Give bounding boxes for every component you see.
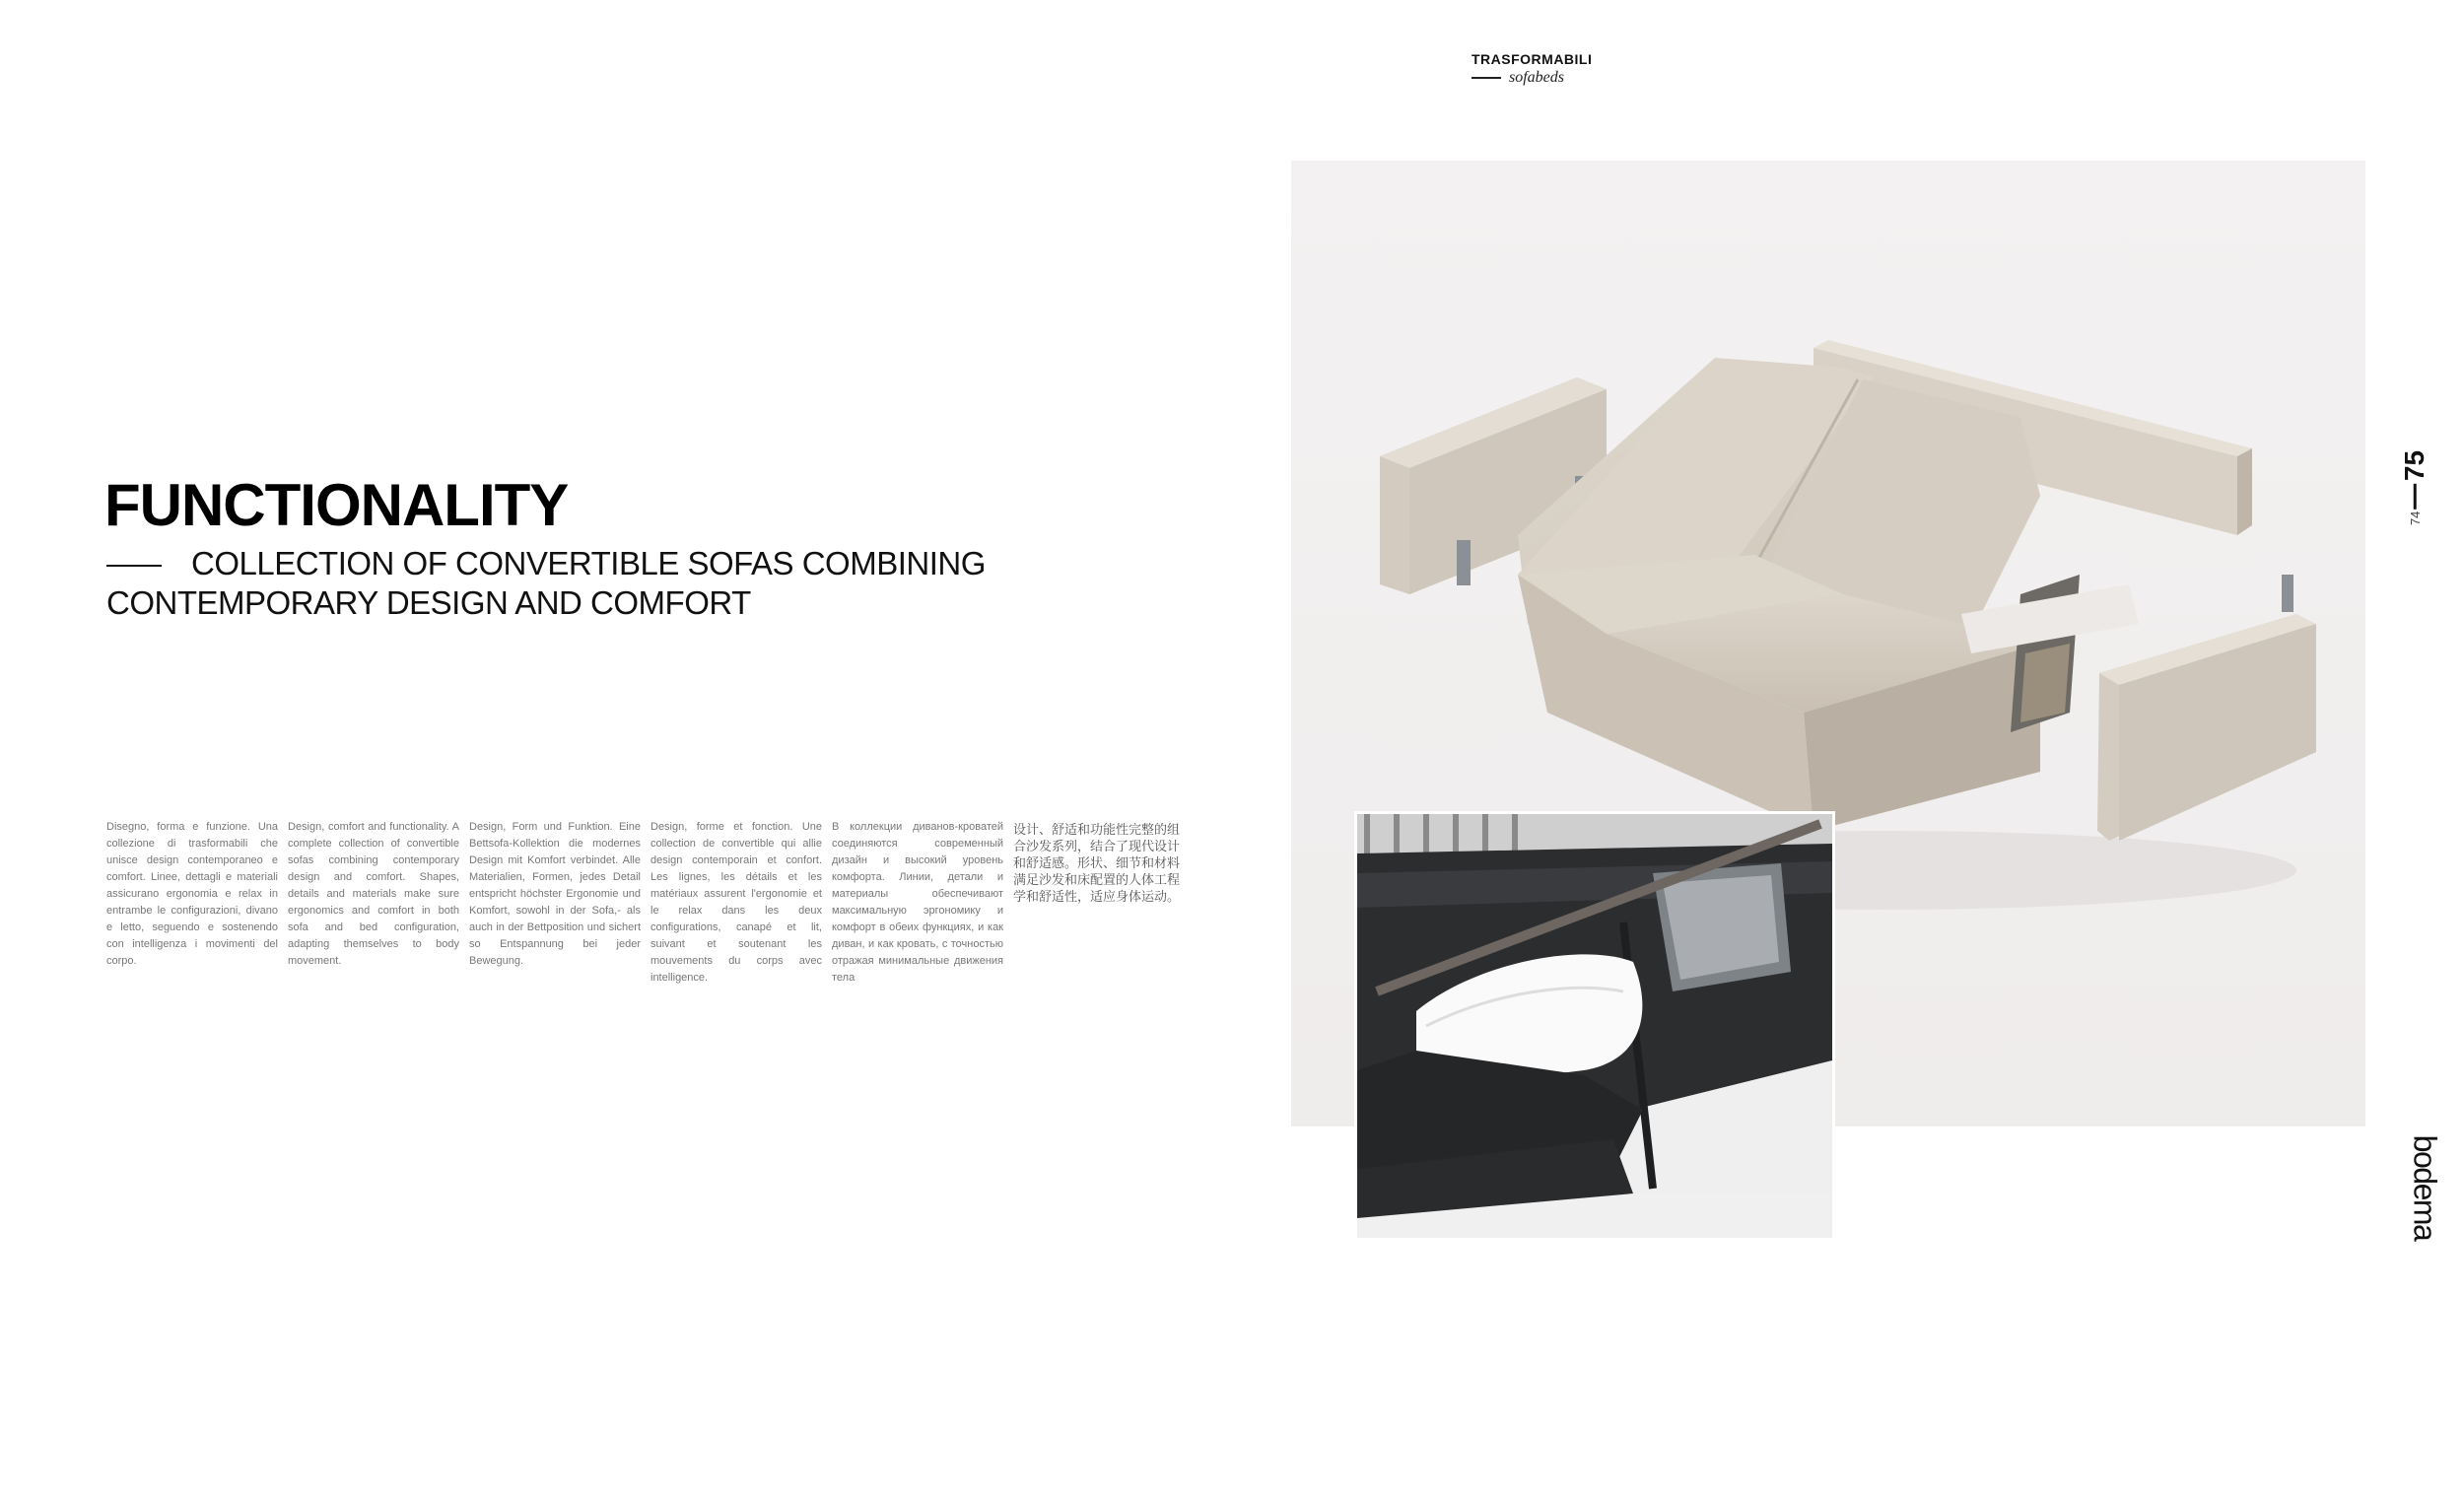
section-title: TRASFORMABILI [1472, 51, 1593, 67]
brand-logo [2395, 1124, 2454, 1252]
body-text-italian: Disegno, forma e funzione. Una collezione di trasformabili che unisce design contemporaneo e comfort. Linee, dettagli e materiali assicurano ergonomia e relax in entrambe le configurazioni, divano e letto, seguendo e sostenendo con intelligenza i movimenti del corpo. [106, 821, 278, 967]
subtitle-dash [1472, 77, 1501, 79]
section-header [1472, 51, 1592, 87]
body-text-english: Design, comfort and functionality. A complete collection of convertible sofas combining contemporary design and comfort. Shapes, details and materials make sure ergonomics and comfort in both sofa and bed configuration, adapting themselves to body movement. [288, 821, 459, 967]
body-text-columns [106, 808, 1187, 997]
body-text-chinese: 设计、舒适和功能性完整的组合沙发系列，结合了现代设计和舒适感。形状、细节和材料满足沙发和床配置的人体工程学和舒适性，适应身体运动。 [1013, 822, 1181, 904]
page-number-bar [2414, 483, 2417, 509]
brand-logo-text: bodema [2407, 1134, 2443, 1241]
subheadline-dash [106, 565, 162, 567]
headline: FUNCTIONALITY [104, 472, 569, 538]
page-number-right: 75 [2399, 449, 2430, 482]
mechanism-detail-photo [1354, 811, 1835, 1241]
subheadline: COLLECTION OF CONVERTIBLE SOFAS COMBINING CONTEMPORARY DESIGN AND COMFORT [106, 545, 986, 621]
body-text-french: Design, forme et fonction. Une collection de convertible qui allie design contemporain et confort. Les lignes, les détails et les matériaux assurent l'ergonomie et le relax dans les deux configurations, canapé et lit, suivant et soutenant les mouvements du corps avec intelligence. [650, 821, 822, 984]
section-subtitle-row [1472, 69, 1592, 87]
subheadline-block [106, 544, 993, 623]
body-text-german: Design, Form und Funktion. Eine Bettsofa-Kollektion die modernes Design mit Komfort verbindet. Alle Materialien, Formen, jedes Detail entspricht höchster Ergonomie und Komfort, sowohl in der Sofa,- als auch in der Bettposition und sichert so Entspannung bei jeder Bewegung. [469, 821, 641, 967]
page-number-left: 74 [2407, 511, 2423, 526]
page-number [2395, 443, 2434, 532]
section-subtitle: sofabeds [1509, 69, 1564, 86]
mechanism-illustration [1357, 814, 1832, 1238]
body-text-russian: В коллекции диванов-кроватей соединяются современный дизайн и высокий уровень комфорта. Линии, детали и материалы обеспечивают максимальную эргономику и комфорт в обеих функциях, и как диван, и как кровать, с точностью отражая минимальные движения тела [832, 821, 1003, 984]
